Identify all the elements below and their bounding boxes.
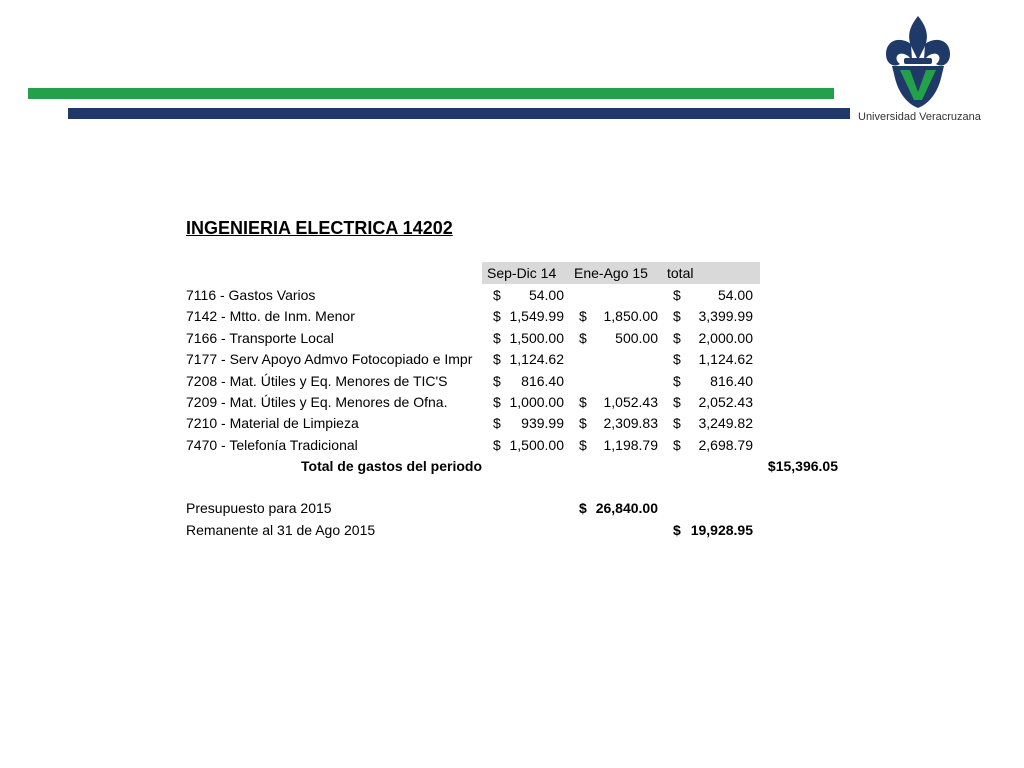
ene-ago-currency: $: [579, 394, 587, 410]
table-row: [0, 413, 1024, 434]
budget-label: Presupuesto para 2015: [186, 500, 332, 516]
total-label: Total de gastos del periodo: [301, 458, 482, 474]
sep-dic-currency: $: [493, 329, 501, 346]
logo-text: Universidad Veracruzana: [858, 111, 981, 123]
row-total-value: 1,124.62: [698, 351, 753, 368]
green-header-bar: [28, 88, 834, 99]
row-total-value: 3,399.99: [698, 308, 753, 325]
sep-dic-currency: $: [493, 308, 501, 325]
remaining-currency: $: [673, 522, 681, 538]
sep-dic-currency: $: [493, 415, 501, 432]
sep-dic-value: 816.40: [521, 372, 564, 389]
total-currency: $: [673, 436, 681, 453]
total-currency: $: [673, 415, 681, 432]
page-title: INGENIERIA ELECTRICA 14202: [186, 218, 453, 238]
row-label: 7142 - Mtto. de Inm. Menor: [186, 308, 355, 325]
sep-dic-value: 939.99: [521, 415, 564, 432]
total-currency: $: [673, 308, 681, 325]
ene-ago-value: 1,052.43: [603, 394, 658, 410]
blue-header-bar: [68, 108, 850, 119]
row-label: 7470 - Telefonía Tradicional: [186, 436, 358, 453]
university-logo: [858, 14, 980, 129]
sep-dic-value: 1,000.00: [509, 394, 564, 410]
table-row: [0, 306, 1024, 327]
sep-dic-currency: $: [493, 287, 501, 303]
table-row: [0, 285, 1024, 306]
total-currency: $: [673, 372, 681, 389]
row-label: 7210 - Material de Limpieza: [186, 415, 359, 432]
total-currency: $: [673, 287, 681, 303]
sep-dic-value: 1,549.99: [509, 308, 564, 325]
table-row: [0, 328, 1024, 349]
total-currency: $: [673, 351, 681, 368]
ene-ago-currency: $: [579, 329, 587, 346]
row-total-value: 2,698.79: [698, 436, 753, 453]
ene-ago-value: 1,198.79: [603, 436, 658, 453]
row-total-value: 54.00: [717, 287, 753, 303]
table-row: [0, 435, 1024, 456]
row-total-value: 816.40: [710, 372, 753, 389]
row-label: 7208 - Mat. Útiles y Eq. Menores de TIC'S: [186, 372, 448, 389]
row-label: 7116 - Gastos Varios: [186, 287, 316, 303]
sep-dic-value: 54.00: [528, 287, 564, 303]
column-header-total: total: [667, 265, 694, 281]
ene-ago-value: 2,309.83: [603, 415, 658, 432]
table-row: [0, 392, 1024, 413]
remaining-label: Remanente al 31 de Ago 2015: [186, 522, 376, 538]
table-row: [0, 371, 1024, 392]
ene-ago-currency: $: [579, 415, 587, 432]
row-label: 7166 - Transporte Local: [186, 329, 334, 346]
row-total-value: 3,249.82: [698, 415, 753, 432]
ene-ago-currency: $: [579, 436, 587, 453]
total-currency: $: [673, 394, 681, 410]
total-currency: $: [673, 329, 681, 346]
budget-value: 26,840.00: [595, 500, 658, 516]
ene-ago-value: 1,850.00: [603, 308, 658, 325]
budget-currency: $: [579, 500, 587, 516]
fleur-de-lis-v-icon: [882, 14, 954, 110]
sep-dic-value: 1,500.00: [509, 436, 564, 453]
remaining-row: [0, 520, 1024, 541]
row-label: 7209 - Mat. Útiles y Eq. Menores de Ofna.: [186, 394, 448, 410]
remaining-value: 19,928.95: [690, 522, 753, 538]
sep-dic-currency: $: [493, 436, 501, 453]
total-row: [0, 456, 1024, 477]
row-total-value: 2,052.43: [698, 394, 753, 410]
row-total-value: 2,000.00: [698, 329, 753, 346]
row-label: 7177 - Serv Apoyo Admvo Fotocopiado e Impr: [186, 351, 473, 368]
table-row: [0, 349, 1024, 370]
sep-dic-value: 1,124.62: [509, 351, 564, 368]
sep-dic-currency: $: [493, 394, 501, 410]
column-header-sep-dic: Sep-Dic 14: [487, 265, 557, 281]
budget-row: [0, 498, 1024, 519]
sep-dic-currency: $: [493, 351, 501, 368]
column-header-ene-ago: Ene-Ago 15: [574, 265, 648, 281]
sep-dic-currency: $: [493, 372, 501, 389]
ene-ago-value: 500.00: [615, 329, 658, 346]
total-value: $15,396.05: [767, 458, 838, 474]
sep-dic-value: 1,500.00: [509, 329, 564, 346]
ene-ago-currency: $: [579, 308, 587, 325]
